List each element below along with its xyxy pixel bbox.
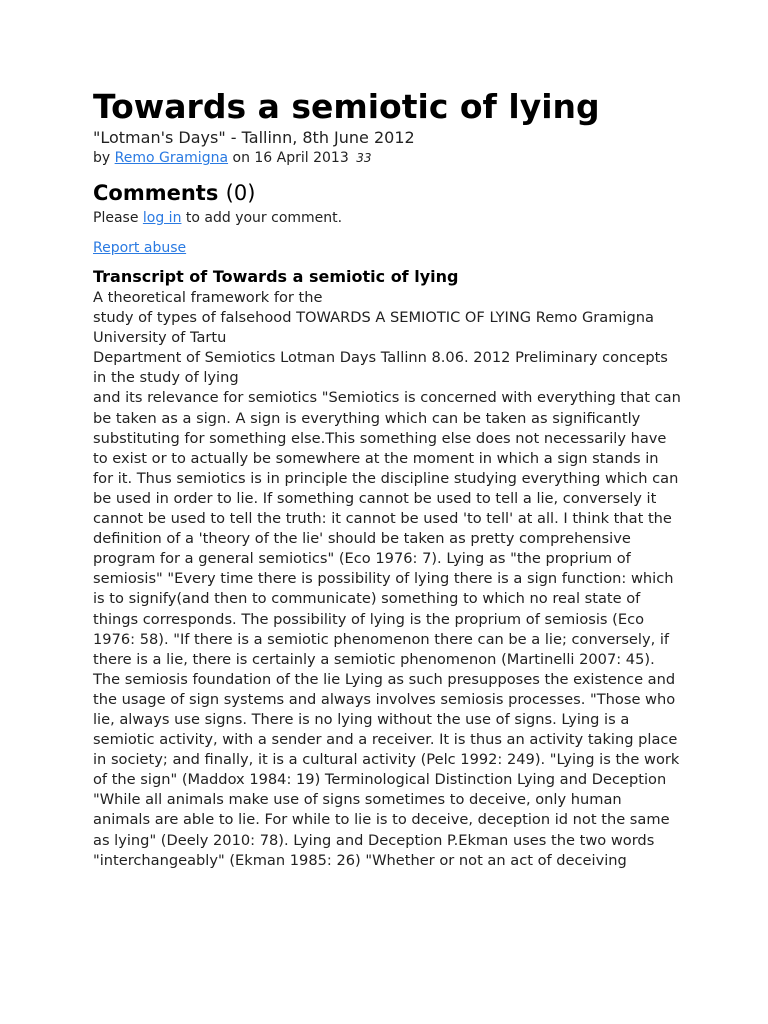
- view-count: 33: [356, 151, 372, 165]
- subtitle-separator: -: [225, 128, 242, 147]
- publish-date: on 16 April 2013: [228, 150, 354, 166]
- page-title: Towards a semiotic of lying: [93, 87, 600, 126]
- event-name: "Lotman's Days": [93, 128, 226, 147]
- author-link[interactable]: Remo Gramigna: [114, 150, 229, 166]
- login-link[interactable]: log in: [142, 210, 182, 226]
- comments-heading: [93, 178, 683, 208]
- event-details: Tallinn, 8th June 2012: [241, 128, 415, 147]
- document-page: [93, 86, 683, 871]
- event-subtitle: [93, 128, 683, 148]
- report-abuse-link[interactable]: Report abuse: [93, 240, 187, 256]
- transcript-heading: Transcript of Towards a semiotic of lying: [93, 267, 459, 286]
- comments-heading-label: Comments: [93, 181, 219, 205]
- byline: [93, 148, 683, 168]
- transcript-body: A theoretical framework for the study of types of falsehood TOWARDS A SEMIOTIC OF LYING Remo Gramigna University of Tartu Department of Semiotics Lotman Days Tallinn 8.06. 2012 Preliminary concepts in the study of lying and its relevance for semiotics "Semiotics is concerned with everything that can be taken as a sign. A sign is everything which can be taken as significantly substituting for something else.This something else does not necessarily have to exist or to actually be somewhere at the moment in which a sign stands in for it. Thus semiotics is in principle the discipline studying everything which can be used in order to lie. If something cannot be used to tell a lie, conversely it cannot be used to tell the truth: it cannot be used 'to tell' at all. I think that the definition of a 'theory of the lie' should be taken as pretty comprehensive program for a general semiotics" (Eco 1976: 7). Lying as "the proprium of semiosis" "Every time there is possibility of lying there is a sign function: which is to signify(and then to communicate) something to which no real state of things corresponds. The possibility of lying is the proprium of semiosis (Eco 1976: 58). "If there is a semiotic phenomenon there can be a lie; conversely, if there is a lie, there is certainly a semiotic phenomenon (Martinelli 2007: 45). The semiosis foundation of the lie Lying as such presupposes the existence and the usage of sign systems and always involves semiosis processes. "Those who lie, always use signs. There is no lying without the use of signs. Lying is a semiotic activity, with a sender and a receiver. It is thus an activity taking place in society; and finally, it is a cultural activity (Pelc 1992: 249). "Lying is the work of the sign" (Maddox 1984: 19) Terminological Distinction Lying and Deception "While all animals make use of signs sometimes to deceive, only human animals are able to lie. For while to lie is to deceive, deception id not the same as lying" (Deely 2010: 78). Lying and Deception P.Ekman uses the two words "interchangeably" (Ekman 1985: 26) "Whether or not an act of deceiving: [93, 289, 681, 869]
- report-abuse-row: [93, 238, 683, 258]
- comment-prompt-prefix: Please: [93, 210, 143, 226]
- comment-prompt: [93, 208, 683, 228]
- comments-count: (0): [225, 181, 256, 205]
- comment-prompt-suffix: to add your comment.: [181, 210, 343, 226]
- byline-prefix: by: [93, 150, 115, 166]
